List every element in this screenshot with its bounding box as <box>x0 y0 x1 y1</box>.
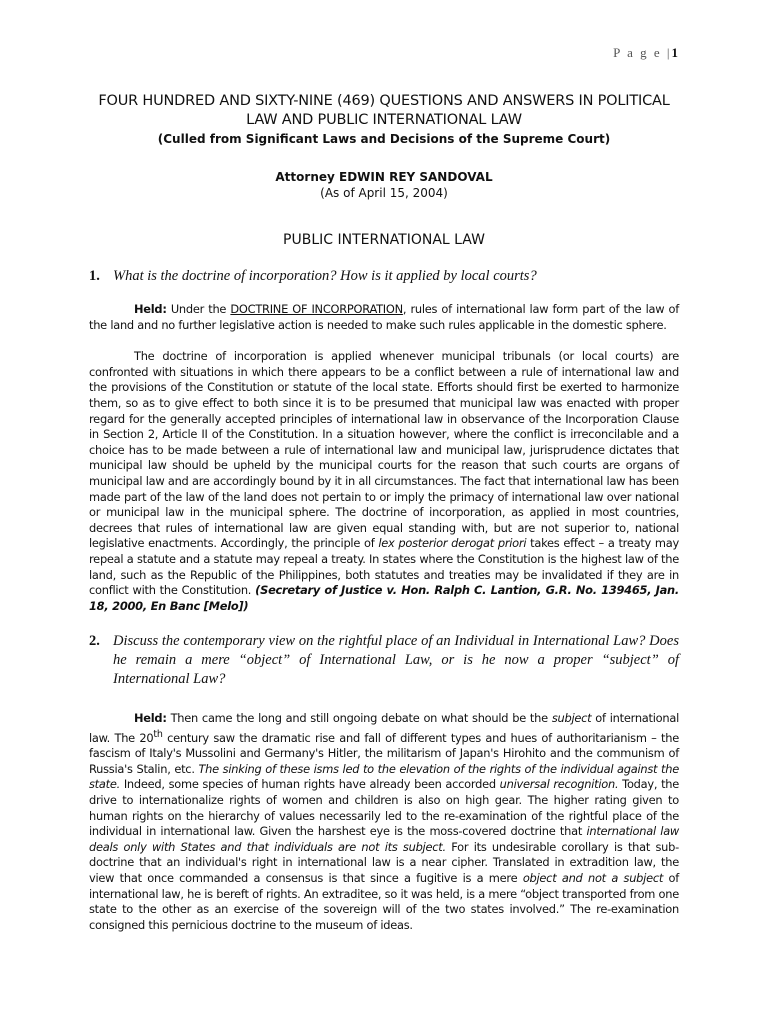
answer-1-paragraph-1 <box>89 302 679 333</box>
answer-text: The doctrine of incorporation is applied whenever municipal tribunals (or local courts) are confronted with situations in which there appears to be a conflict between a rule of international law and the provisions of the Constitution or statute of the local state. Efforts should first be exerted to harmonize them, so as to give effect to both since it is to be presumed that municipal law was enacted with proper regard for the generally accepted principles of international law in observance of the Incorporation Clause in Section 2, Article II of the Constitution. In a situation however, where the conflict is irreconcilable and a choice has to be made between a rule of international law and municipal law, jurisprudence dictates that municipal law should be upheld by the municipal courts for the reason that such courts are organs of municipal law and are accordingly bound by it in all circumstances. The fact that international law has been made part of the law of the land does not pertain to or imply the primacy of international law over national or municipal law in the municipal sphere. The doctrine of incorporation, as applied in most countries, decrees that rules of international law are given equal standing with, but are not superior to, national legislative enactments. Accordingly, the principle of <box>89 349 679 551</box>
document-subtitle: (Culled from Significant Laws and Decisions of the Supreme Court) <box>157 132 611 146</box>
emphasis: subject <box>551 711 592 726</box>
doctrine-term: DOCTRINE OF INCORPORATION <box>230 302 403 316</box>
page-number-header <box>613 45 678 61</box>
question-2 <box>89 632 679 689</box>
question-text: What is the doctrine of incorporation? How is it applied by local courts? <box>113 268 537 284</box>
ordinal-suffix: th <box>153 728 163 740</box>
as-of-date: (As of April 15, 2004) <box>320 186 448 200</box>
answer-text: Under the <box>166 302 231 316</box>
answer-text: takes effect – a treaty may repeal a statute and a statute may repeal a treaty. In states where the Constitution is the highest law of the land, such as the Republic of the Philippines, both statutes and treaties may be invalidated if they are in conflict with the Constitution. <box>89 536 679 598</box>
question-1 <box>89 267 679 286</box>
author-name: Attorney EDWIN REY SANDOVAL <box>275 170 493 184</box>
answer-text: Then came the long and still ongoing debate on what should be the <box>166 711 552 726</box>
latin-maxim: lex posterior derogat priori <box>378 536 527 551</box>
question-number: 1. <box>89 268 100 284</box>
answer-text: Indeed, some species of human rights have already been accorded <box>119 777 500 792</box>
answer-1-paragraph-2 <box>89 349 679 614</box>
emphasis: universal recognition. <box>499 777 619 792</box>
section-heading: PUBLIC INTERNATIONAL LAW <box>283 232 485 248</box>
question-text: Discuss the contemporary view on the rightful place of an Individual in International Law? Does he remain a mere “object” of International Law, or is he now a proper “subject” of International Law? <box>113 633 679 688</box>
emphasis: object and not a subject <box>522 871 664 886</box>
emphasis: international law deals only with States and that individuals are not its subject. <box>89 824 679 854</box>
answer-text: of international law. The 20 <box>89 711 679 745</box>
held-label: Held: <box>134 711 167 726</box>
question-number: 2. <box>89 633 100 650</box>
answer-2-paragraph-1 <box>89 711 679 933</box>
answer-text: Today, the drive to internationalize rights of women and children is also on high gear. The higher rating given to human rights on the hierarchy of values necessarily led to the re-examination of the rightful place of the individual in international law. Given the harshest eye is the moss-covered doctrine that <box>89 777 680 839</box>
emphasis: The sinking of these isms led to the elevation of the rights of the individual against the state. <box>89 761 679 792</box>
answer-text: century saw the dramatic rise and fall of different types and hues of authoritarianism – the fascism of Italy's Mussolini and Germany's Hitler, the militarism of Japan's Hirohito and the communism of Russia's Stalin, etc. <box>89 730 679 776</box>
page-label: P a g e | <box>613 45 672 60</box>
answer-text: For its undesirable corollary is that sub-doctrine that an individual's right in international law is a near cipher. Translated in extradition law, the view that once commanded a consensus is that since a fugitive is a mere <box>89 839 679 886</box>
page-number: 1 <box>671 45 678 60</box>
case-citation: (Secretary of Justice v. Hon. Ralph C. Lantion, G.R. No. 139465, Jan. 18, 2000, En Banc [Melo]) <box>89 583 679 613</box>
held-label: Held: <box>134 302 167 316</box>
answer-text: of international law, he is bereft of rights. An extraditee, so it was held, is a mere “object transported from one state to the other as an exercise of the sovereign will of the two states involved.” The re-examination consigned this pernicious doctrine to the museum of ideas. <box>89 871 679 932</box>
answer-text: , rules of international law form part of the law of the land and no further legislative action is needed to make such rules applicable in the domestic sphere. <box>89 302 679 332</box>
document-title: FOUR HUNDRED AND SIXTY-NINE (469) QUESTIONS AND ANSWERS IN POLITICAL LAW AND PUBLIC INTERNATIONAL LAW <box>98 93 670 128</box>
